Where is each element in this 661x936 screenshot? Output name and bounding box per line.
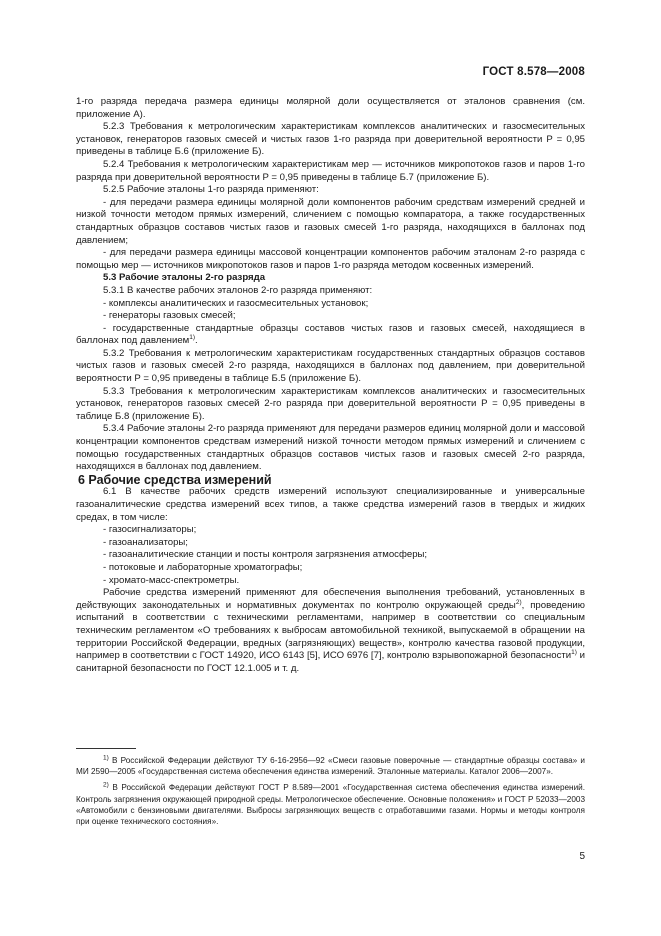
list-item: - комплексы аналитических и газосмесительных установок; — [103, 297, 369, 309]
footnote-marker: 1) — [103, 754, 109, 762]
footnote-divider — [76, 748, 136, 749]
list-item: - газоанализаторы; — [103, 536, 188, 548]
list-item: - хромато-масс-спектрометры. — [103, 574, 240, 586]
footnote-text: В Российской Федерации действуют ТУ 6-16-2956—92 «Смеси газовые поверочные — стандартные образцы состава» и МИ 2590—2005 «Государственная система обеспечения единства измерений. Эталонные материалы. Каталог 2006—2007». — [76, 756, 585, 777]
footnote-marker: 2) — [103, 781, 109, 789]
footnote-1 — [76, 755, 585, 777]
clause-5-3-4: 5.3.4 Рабочие эталоны 2-го разряда применяют для передачи размеров единиц молярной доли и массовой концентрации компонентов средствам измерений низкой точности методом прямых измерений и сличением с помощью государственных стандартных образцов составов чистых газов и газовых смесей 2-го разряда, находящихся в баллонах под давлением. — [76, 423, 585, 473]
footnote-2 — [76, 782, 585, 827]
list-item: - потоковые и лабораторные хроматографы; — [103, 561, 303, 573]
footnote-text: В Российской Федерации действуют ГОСТ Р 8.589—2001 «Государственная система обеспечения единства измерений. Контроль загрязнения окружающей природной среды. Метрологическое обеспечение. Основные положения» и ГОСТ Р 52033—2003 «Автомобили с бензиновыми двигателями. Выбросы загрязняющих веществ с отработавшими газами. Нормы и методы контроля при оценке технического состояния». — [76, 783, 585, 827]
list-item-text: - государственные стандартные образцы составов чистых газов и газовых смесей, находящиеся в баллонах под давлением — [76, 322, 585, 347]
section-heading-6: 6 Рабочие средства измерений — [78, 472, 272, 487]
list-item: - генераторы газовых смесей; — [103, 310, 236, 322]
paragraph-text: и санитарной безопасности по ГОСТ 12.1.005 и т. д. — [76, 650, 585, 674]
document-body — [76, 96, 585, 675]
subsection-heading-5-3: 5.3 Рабочие эталоны 2-го разряда — [103, 272, 266, 284]
list-item: - газоаналитические станции и посты контроля загрязнения атмосферы; — [103, 549, 428, 561]
list-item-end: . — [195, 335, 198, 347]
list-item: - для передачи размера единицы массовой концентрации компонентов рабочим эталонам 2-го разряда с помощью мер — источников микропотоков газов и паров 1-го разряда методом косвенных измерений. — [76, 247, 585, 271]
clause-5-3-1: 5.3.1 В качестве рабочих эталонов 2-го разряда применяют: — [103, 284, 373, 296]
clause-5-3-3: 5.3.3 Требования к метрологическим характеристикам комплексов аналитических и газосмесительных установок, генераторов газовых смесей 2-го разряда при доверительной вероятности P = 0,95 приведены в таблице Б.8 (приложение Б). — [76, 385, 585, 422]
paragraph: 1-го разряда передача размера единицы молярной доли осуществляется от эталонов сравнения (см. приложение А). — [76, 96, 585, 120]
list-item: - газосигнализаторы; — [103, 524, 197, 536]
footnote-ref: 1) — [571, 648, 577, 656]
page-number: 5 — [579, 851, 585, 862]
clause-5-3-2: 5.3.2 Требования к метрологическим характеристикам государственных стандартных образцов составов чистых газов и газовых смесей 2-го разряда, находящихся в баллонах под давлением, при доверительной вероятности P = 0,95 приведены в таблице Б.5 (приложение Б). — [76, 347, 585, 385]
paragraph-text: Рабочие средства измерений применяют для обеспечения выполнения требований, установленных в действующих законодательных и нормативных документах по контролю окружающей среды — [76, 587, 585, 611]
standard-header: ГОСТ 8.578—2008 — [482, 66, 585, 78]
clause-6-1: 6.1 В качестве рабочих средств измерений используют специализированные и универсальные газоаналитические средства измерений всех типов, а также средства измерений газов в твердых и жидких средах, в том числе: — [76, 486, 585, 523]
list-item — [76, 323, 585, 348]
footnote-ref: 1) — [189, 334, 196, 342]
paragraph-text: , проведению испытаний в соответствии с техническими регламентами, например в соответствии со специальным техническим регламентом «О требованиях к выбросам автомобильной техникой, выпускаемой в обращении на территории Российской Федерации, вредных (загрязняющих) веществ», контролю качества газовой продукции, например в соответствии с ГОСТ 14920, ИСО 6143 [5], ИСО 6976 [7], контролю взрывопожарной безопасности — [76, 599, 585, 662]
footnotes — [76, 755, 585, 832]
clause-5-2-4: 5.2.4 Требования к метрологическим характеристикам мер — источников микропотоков газов и паров 1-го разряда при доверительной вероятности P = 0,95 приведены в таблице Б.7 (приложение Б). — [76, 158, 585, 183]
clause-5-2-5: 5.2.5 Рабочие эталоны 1-го разряда применяют: — [103, 184, 319, 196]
footnote-ref: 2) — [515, 598, 522, 606]
paragraph — [76, 587, 585, 675]
list-item: - для передачи размера единицы молярной доли компонентов рабочим средствам измерений средней и низкой точности методом прямых измерений, сличением с помощью компаратора, а также государственных стандартных образцов составов чистых газов и газовых смесей 1-го разряда, находящихся в баллонах под давлением; — [76, 196, 585, 246]
clause-5-2-3: 5.2.3 Требования к метрологическим характеристикам комплексов аналитических и газосмесительных установок, генераторов газовых смесей и чистых газов 1-го разряда при доверительной вероятности P = 0,95 приведены в таблице Б.6 (приложение Б). — [76, 121, 585, 158]
